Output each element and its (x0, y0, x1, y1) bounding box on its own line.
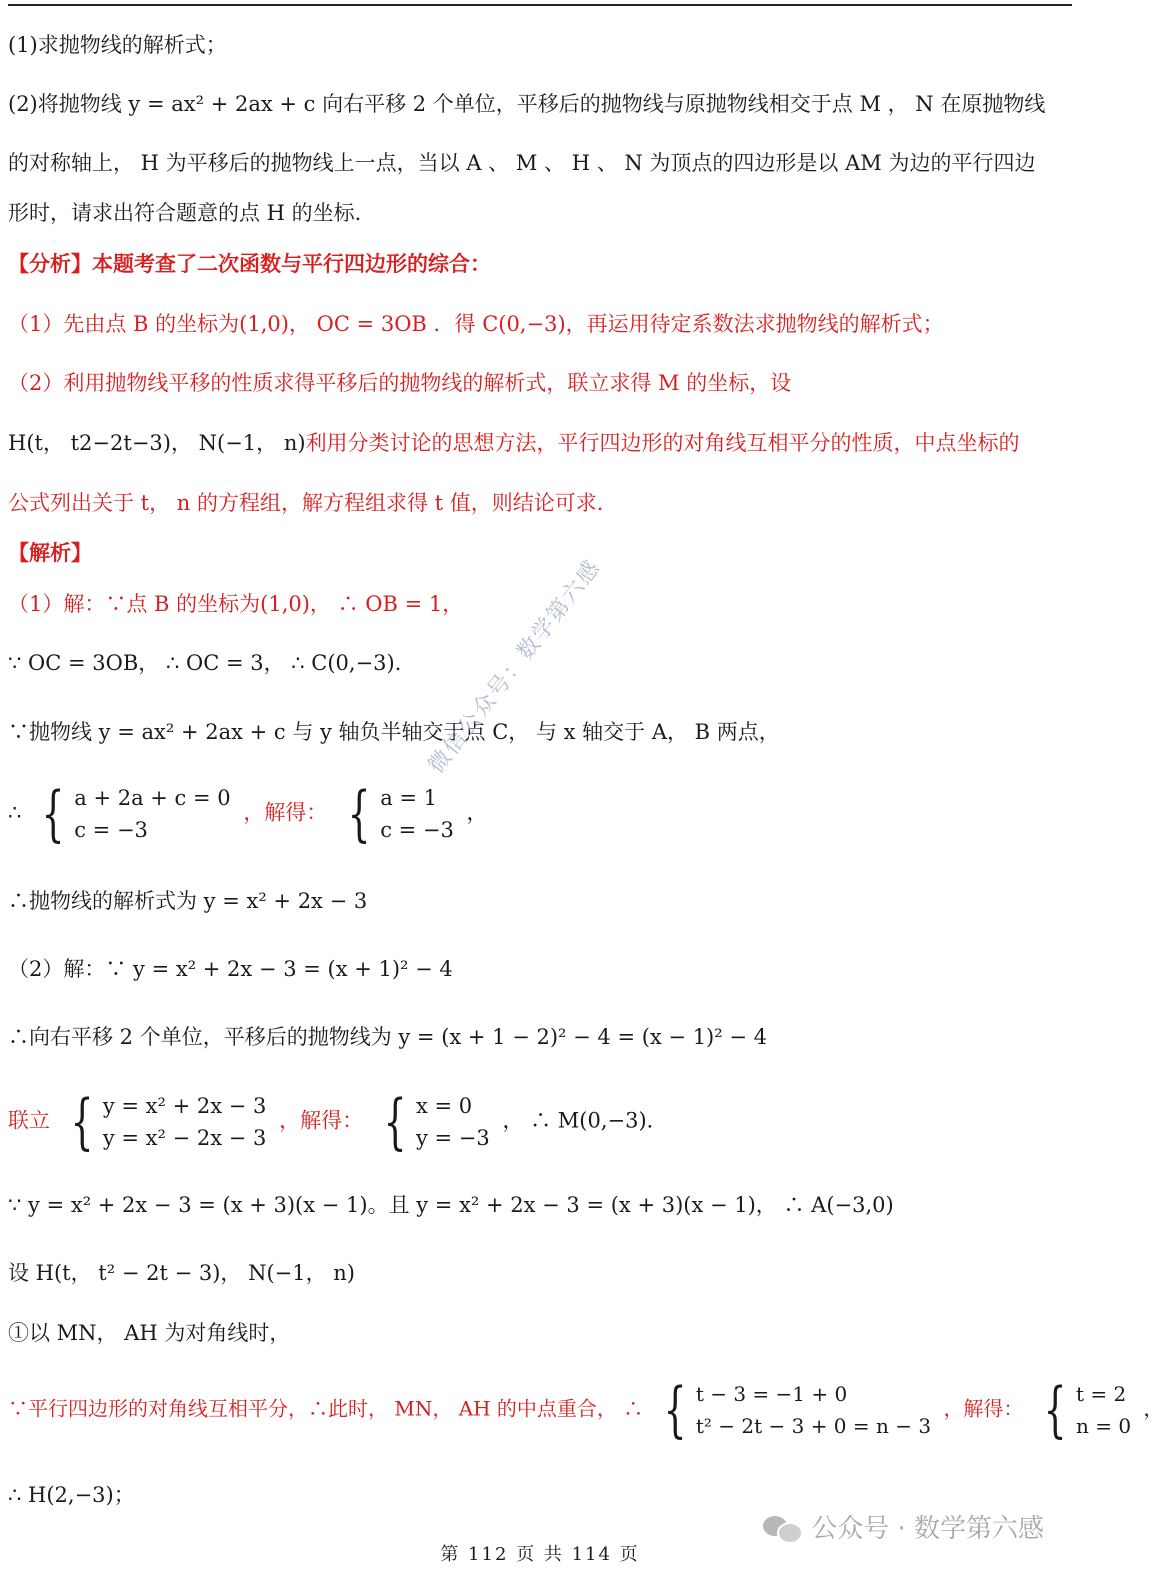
page-footer: 第 112 页 共 114 页 (440, 1544, 640, 1565)
solution-line-6: （2）解：∵ y = x² + 2x − 3 = (x + 1)² − 4 (8, 957, 453, 981)
brand-text: 公众号 · 数学第六感 (811, 1514, 1044, 1544)
question-2-line-3: 形时，请求出符合题意的点 H 的坐标． (8, 201, 376, 225)
system-3-eq2: t² − 2t − 3 + 0 = n − 3 (695, 1414, 932, 1438)
brace-icon: { (347, 779, 371, 849)
system-3-r1: t = 2 (1075, 1382, 1127, 1406)
brace-icon: { (1043, 1375, 1067, 1445)
question-2-line-1: (2)将抛物线 y = ax² + 2ax + c 向右平移 2 个单位，平移后的抛物线与原抛物线相交于点 M ， N 在原抛物线 (8, 92, 1046, 116)
system-1-eq2: c = −3 (74, 818, 148, 842)
solution-system-2 (8, 1087, 1072, 1157)
system-3-r2: n = 0 (1075, 1414, 1132, 1438)
solution-line-5: ∴抛物线的解析式为 y = x² + 2x − 3 (8, 889, 368, 913)
system-2-r2: y = −3 (415, 1126, 490, 1150)
system-1-mid: ，解得： (243, 800, 328, 825)
solution-line-10: 设 H(t， t² − 2t − 3)， N(−1， n) (8, 1261, 355, 1285)
system-3-mid: ，解得： (943, 1396, 1024, 1421)
system-2-equations (63, 1087, 267, 1157)
solution-line-7: ∴向右平移 2 个单位，平移后的抛物线为 y = (x + 1 − 2)² − 4 = (x − 1)² − 4 (8, 1025, 767, 1049)
system-1-suffix: ， (466, 800, 488, 825)
system-1-eq1: a + 2a + c = 0 (74, 786, 231, 810)
wechat-icon (763, 1512, 801, 1542)
system-2-results (376, 1087, 490, 1157)
analysis-title: 【分析】本题考查了二次函数与平行四边形的综合： (8, 251, 491, 276)
brace-icon: { (70, 1087, 94, 1157)
solution-line-13: ∴ H(2,−3)； (8, 1483, 135, 1507)
system-2-mid: ，解得： (279, 1108, 364, 1133)
solution-line-3: ∵抛物线 y = ax² + 2ax + c 与 y 轴负半轴交于点 C， 与 x 轴交于 A， B 两点， (8, 720, 780, 744)
system-2-prefix: 联立 (8, 1108, 50, 1133)
solution-line-2: ∵ OC = 3OB， ∴ OC = 3， ∴ C(0,−3)． (8, 651, 416, 675)
solution-system-3 (8, 1375, 1163, 1445)
brace-icon: { (383, 1087, 407, 1157)
analysis-line-2: （2）利用抛物线平移的性质求得平移后的抛物线的解析式，联立求得 M 的坐标，设 (8, 371, 792, 395)
solution-line-9: ∵ y = x² + 2x − 3 = (x + 3)(x − 1)。且 y = x² + 2x − 3 = (x + 3)(x − 1)， ∴ A(−3,0) (8, 1193, 894, 1217)
analysis-line-3-text: 利用分类讨论的思想方法，平行四边形的对角线互相平分的性质，中点坐标的 (305, 431, 1020, 455)
question-2-line-2: 的对称轴上， H 为平移后的抛物线上一点，当以 A 、 M 、 H 、 N 为顶点的四边形是以 AM 为边的平行四边 (8, 151, 1036, 175)
analysis-line-4: 公式列出关于 t， n 的方程组，解方程组求得 t 值，则结论可求． (8, 491, 618, 515)
system-3-equations (656, 1375, 932, 1445)
system-1-r1: a = 1 (380, 786, 438, 810)
system-2-eq2: y = x² − 2x − 3 (102, 1126, 267, 1150)
system-1-r2: c = −3 (380, 818, 454, 842)
system-3-suffix: ， (1143, 1396, 1163, 1421)
system-1-prefix: ∴ (8, 800, 22, 825)
system-3-prefix: ∵平行四边形的对角线互相平分，∴此时， MN， AH 的中点重合， ∴ (8, 1396, 644, 1421)
question-1: (1)求抛物线的解析式； (8, 33, 227, 57)
solution-title: 【解析】 (8, 540, 92, 565)
system-3-results (1036, 1375, 1132, 1445)
system-2-suffix: ， ∴ M(0,−3)． (502, 1108, 668, 1133)
system-1-equations (34, 779, 231, 849)
system-3-eq1: t − 3 = −1 + 0 (695, 1382, 848, 1406)
solution-system-1 (8, 779, 1072, 849)
brace-icon: { (663, 1375, 687, 1445)
top-rule (8, 4, 1072, 6)
system-2-eq1: y = x² + 2x − 3 (102, 1094, 267, 1118)
analysis-line-1: （1）先由点 B 的坐标为(1,0)， OC = 3OB ．得 C(0,−3)，再运用待定系数法求抛物线的解析式； (8, 312, 944, 336)
system-1-results (340, 779, 454, 849)
solution-line-1: （1）解：∵点 B 的坐标为(1,0)， ∴ OB = 1， (8, 592, 464, 616)
analysis-line-3-math: H(t， t2−2t−3)， N(−1， n) (8, 431, 306, 455)
brace-icon: { (41, 779, 65, 849)
analysis-line-3 (8, 428, 1072, 458)
system-2-r1: x = 0 (415, 1094, 473, 1118)
watermark: 微信公众号：数学第六感 (423, 555, 607, 779)
solution-line-11: ①以 MN， AH 为对角线时， (8, 1321, 291, 1345)
